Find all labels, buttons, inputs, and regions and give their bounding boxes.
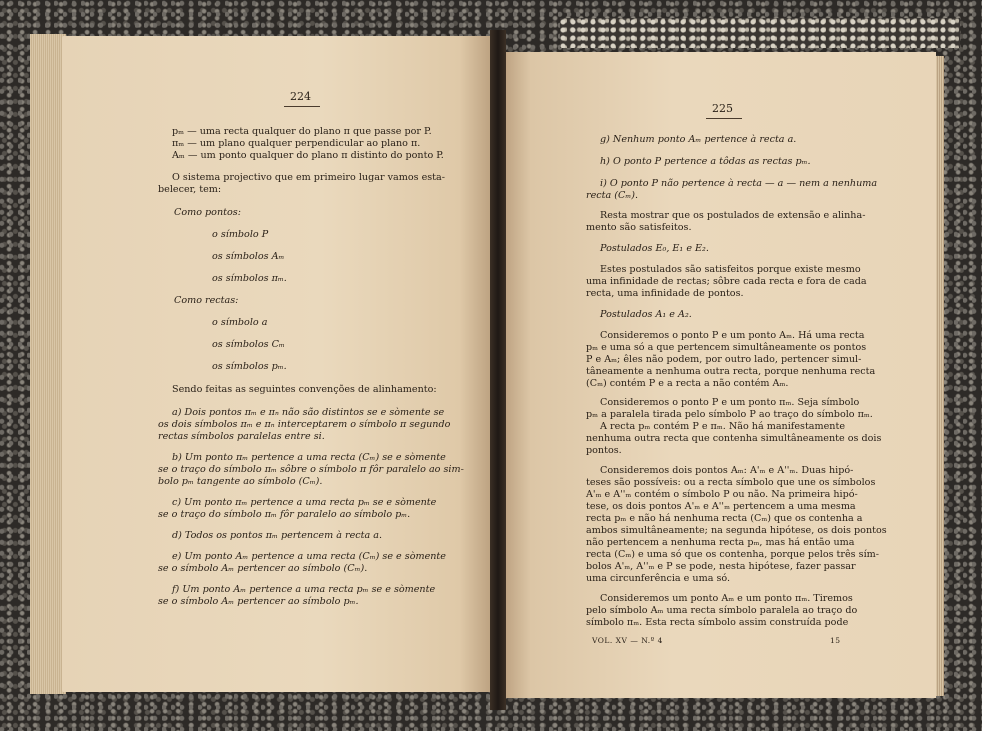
footer-volume: VOL. XV — N.º 4 (592, 636, 663, 645)
text-line: (Cₘ) contém P e a recta a não contém Aₘ. (586, 378, 789, 389)
text-line: os símbolos Cₘ (212, 339, 285, 350)
text-line: f) Um ponto Aₘ pertence a uma recta pₘ se e sòmente (172, 584, 436, 595)
text-line: mento são satisfeitos. (586, 222, 692, 233)
text-line: nenhuma outra recta que contenha simultâneamente os dois (586, 433, 882, 444)
text-line: bolo pₘ tangente ao símbolo (Cₘ). (158, 476, 323, 487)
text-line: Consideremos um ponto Aₘ e um ponto πₘ. Tiremos (600, 593, 853, 604)
text-line: pelo símbolo Aₘ uma recta símbolo paralela ao traço do (586, 605, 858, 616)
text-line: se o símbolo Aₘ pertencer ao símbolo (Cₘ). (158, 563, 368, 574)
text-line: O sistema projectivo que em primeiro lugar vamos esta- (172, 172, 445, 183)
text-line: Como rectas: (174, 295, 239, 306)
text-line: recta (Cₘ) e uma só que os contenha, porque pelos três sím- (586, 549, 879, 560)
text-line: uma circunferência e uma só. (586, 573, 731, 584)
text-line: h) O ponto P pertence a tôdas as rectas pₘ. (600, 156, 811, 167)
book-gutter (490, 30, 506, 710)
text-line: Consideremos dois pontos Aₘ: A'ₘ e A''ₘ. Duas hipó- (600, 465, 854, 476)
page-number-left: 224 (290, 90, 311, 103)
text-line: se o símbolo Aₘ pertencer ao símbolo pₘ. (158, 596, 359, 607)
text-line: c) Um ponto πₘ pertence a uma recta pₘ se e sòmente (172, 497, 437, 508)
text-line: o símbolo P (212, 229, 269, 240)
text-line: não pertencem a nenhuma recta pₘ, mas há então uma (586, 537, 855, 548)
text-line: Postulados E₀, E₁ e E₂. (600, 243, 709, 254)
text-line: se o traço do símbolo πₘ fôr paralelo ao símbolo pₘ. (158, 509, 411, 520)
text-line: os dois símbolos πₘ e πₙ interceptarem o símbolo π segundo (158, 419, 451, 430)
text-line: Consideremos o ponto P e um ponto Aₘ. Há uma recta (600, 330, 865, 341)
text-line: Sendo feitas as seguintes convenções de alinhamento: (172, 384, 437, 395)
text-line: e) Um ponto Aₘ pertence a uma recta (Cₘ) se e sòmente (172, 551, 446, 562)
text-line: A recta pₘ contém P e πₘ. Não há manifestamente (600, 421, 846, 432)
text-line: o símbolo a (212, 317, 268, 328)
page-number-rule-left (284, 106, 320, 107)
text-line: d) Todos os pontos πₘ pertencem à recta a. (172, 530, 383, 541)
footer-signature: 15 (830, 636, 841, 645)
text-line: símbolo πₘ. Esta recta símbolo assim construída pode (586, 617, 849, 628)
text-line: tese, os dois pontos A'ₘ e A''ₘ pertencem a uma mesma (586, 501, 856, 512)
text-line: teses são possíveis: ou a recta símbolo que une os símbolos (586, 477, 876, 488)
text-line: os símbolos pₘ. (212, 361, 287, 372)
text-line: belecer, tem: (158, 184, 222, 195)
text-line: Aₘ — um ponto qualquer do plano π distinto do ponto P. (172, 150, 444, 161)
text-line: b) Um ponto πₘ pertence a uma recta (Cₘ) se e sòmente (172, 452, 446, 463)
text-line: recta (Cₘ). (586, 190, 639, 201)
text-line: recta, uma infinidade de pontos. (586, 288, 744, 299)
page-number-rule-right (706, 118, 742, 119)
page-number-right: 225 (712, 102, 733, 115)
text-line: a) Dois pontos πₘ e πₙ não são distintos se e sòmente se (172, 407, 445, 418)
text-line: πₘ — um plano qualquer perpendicular ao plano π. (172, 138, 421, 149)
page-edges-left (30, 34, 66, 694)
text-line: se o traço do símbolo πₘ sôbre o símbolo π fôr paralelo ao sim- (158, 464, 464, 475)
text-line: Consideremos o ponto P e um ponto πₘ. Seja símbolo (600, 397, 860, 408)
right-page (500, 52, 936, 698)
text-line: rectas símbolos paralelas entre si. (158, 431, 325, 442)
left-page (62, 36, 494, 692)
text-line: Postulados A₁ e A₂. (600, 309, 692, 320)
text-line: pₘ a paralela tirada pelo símbolo P ao traço do símbolo πₘ. (586, 409, 873, 420)
text-line: pₘ — uma recta qualquer do plano π que passe por P. (172, 126, 432, 137)
text-line: os símbolos Aₘ (212, 251, 285, 262)
cover-edge-top (560, 18, 960, 48)
text-line: uma infinidade de rectas; sôbre cada recta e fora de cada (586, 276, 867, 287)
text-line: P e Aₘ; êles não podem, por outro lado, pertencer simul- (586, 354, 862, 365)
text-line: os símbolos πₘ. (212, 273, 287, 284)
text-line: ambos simultâneamente; na segunda hipótese, os dois pontos (586, 525, 887, 536)
text-line: pontos. (586, 445, 622, 456)
text-line: i) O ponto P não pertence à recta — a — nem a nenhuma (600, 178, 878, 189)
text-line: recta pₘ e não há nenhuma recta (Cₘ) que os contenha a (586, 513, 863, 524)
text-line: g) Nenhum ponto Aₘ pertence à recta a. (600, 134, 797, 145)
text-line: A'ₘ e A''ₘ contém o símbolo P ou não. Na primeira hipó- (586, 489, 858, 500)
text-line: Estes postulados são satisfeitos porque existe mesmo (600, 264, 861, 275)
text-line: Como pontos: (174, 207, 241, 218)
text-line: Resta mostrar que os postulados de extensão e alinha- (600, 210, 866, 221)
text-line: bolos A'ₘ, A''ₘ e P se pode, nesta hipótese, fazer passar (586, 561, 856, 572)
text-line: tâneamente a nenhuma outra recta, porque nenhuma recta (586, 366, 876, 377)
text-line: pₘ e uma só a que pertencem simultâneamente os pontos (586, 342, 867, 353)
